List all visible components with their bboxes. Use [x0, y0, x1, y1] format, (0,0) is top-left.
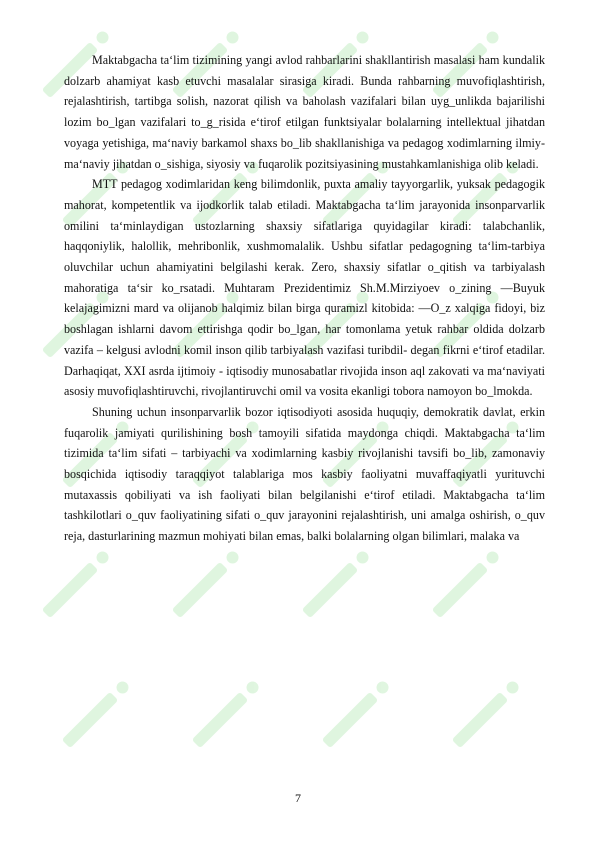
watermark-mark [452, 679, 521, 748]
watermark-mark [192, 679, 261, 748]
watermark-mark [322, 679, 391, 748]
watermark-mark [432, 549, 501, 618]
paragraph-1: Maktabgacha ta‘lim tizimining yangi avlod rahbarlarini shakllantirish masalasi ham kundalik dolzarb ahamiyat kasb etuvchi masalalar sirasiga kiradi. Bunda rahbarning muvofiqlashtirish, rejalashtirish, tartibga solish, nazorat qilish va baholash vazifalari bilan uyg_unlikda bajarilishi lozim bo_lgan vazifalari to_g_risida e‘tirof etilgan funktsiyalar bolalarning intellektual jihatdan voyaga yetishiga, ma‘naviy barkamol shaxs bo_lib shakllanishiga va pedagog xodimlarning ilmiy-ma‘naviy jihatdan o_sishiga, siyosiy va fuqarolik pozitsiyasining mustahkamlanishiga olib keladi. [64, 53, 545, 171]
paragraph-3: Shuning uchun insonparvarlik bozor iqtisodiyoti asosida huquqiy, demokratik davlat, erkin fuqarolik jamiyati qurilishining bosh tamoyili sifatida maydonga chiqdi. Maktabgacha ta‘lim tizimida ta‘lim sifati – tarbiyachi va xodimlarning kasbiy rivojlanishi tavsifi bo_lib, zamonaviy bosqichida iqtisodiy taraqqiyot talablariga mos kasbiy faoliyatni muvaffaqiyatli yurituvchi mutaxassis qobiliyati va ish faoliyati bilan belgilanishi e‘tirof etiladi. Maktabgacha ta‘lim tashkilotlari o_quv faoliyatining sifati o_quv jarayonini rejalashtirish, uni amalga oshirish, o_quv reja, dasturlarining mazmun mohiyati bilan emas, balki bolalarning olgan bilimlari, malaka va [64, 404, 545, 544]
paragraph-2: MTT pedagog xodimlaridan keng bilimdonlik, puxta amaliy tayyorgarlik, yuksak pedagogik mahorat, kompetentlik va ijodkorlik talab etiladi. Maktabgacha ta‘lim jarayonida insonparvarlik omilini ta‘minlaydigan ustozlarning shaxsiy sifatlariga quyidagilar kiradi: talabchanlik, haqqoniylik, halollik, mehribonlik, xushmomalalik. Ushbu sifatlar pedagogning ta‘lim-tarbiya oluvchilar uchun ahamiyatini belgilashi kerak. Zero, shaxsiy sifatlar o_qitish va tarbiyalash mahoratiga ta‘sir ko_rsatadi. Muhtaram Prezidentimiz Sh.M.Mirziyoev o_zining ―Buyuk kelajagimizni mard va olijanob halqimiz bilan birga quramizl kitobida: ―O_z xalqiga fidoyi, biz boshlagan ishlarni davom ettirishga qodir bo_lgan, har tomonlama yetuk rahbar oldida dolzarb vazifa – kelgusi avlodni komil inson qilib tarbiyalash vazifasi turibdil- degan fikrni e‘tirof etadilar. Darhaqiqat, XXI asrda ijtimoiy - iqtisodiy munosabatlar rivojida inson aql zakovati va ma‘naviyati asosiy muvofiqlashtiruvchi, rivojlantiruvchi omil va vosita ekanligi tobora namoyon bo_lmokda. [64, 177, 545, 399]
watermark-mark [302, 549, 371, 618]
watermark-mark [172, 549, 241, 618]
body-text [64, 50, 545, 547]
page-number: 7 [295, 791, 301, 805]
watermark-mark [42, 549, 111, 618]
watermark-mark [62, 679, 131, 748]
